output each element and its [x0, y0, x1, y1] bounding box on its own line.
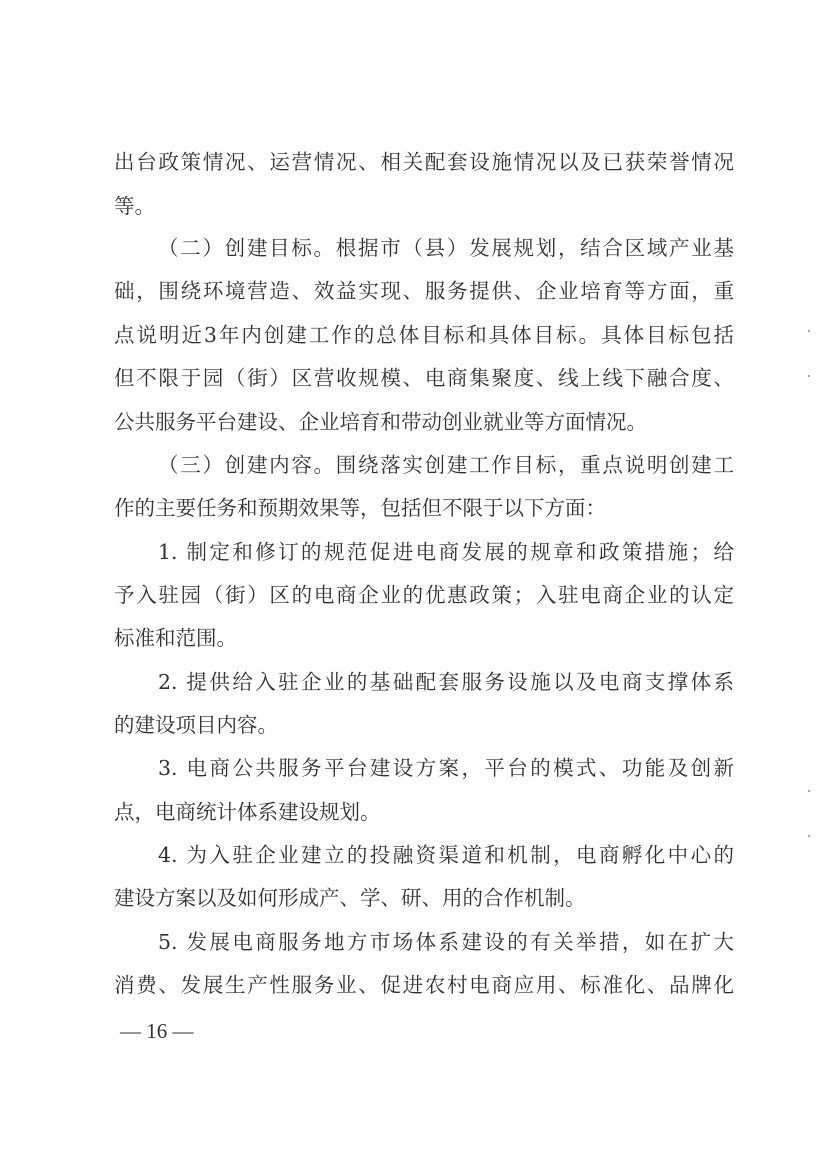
- text-line-17: 4. 为入驻企业建立的投融资渠道和机制，电商孵化中心的: [158, 843, 734, 867]
- text-line-12: 标准和范围。: [114, 626, 237, 650]
- text-line-8: （三）创建内容。围绕落实创建工作目标，重点说明创建工: [158, 453, 734, 477]
- text-line-19: 5. 发展电商服务地方市场体系建设的有关举措，如在扩大: [158, 930, 734, 954]
- text-line-13: 2. 提供给入驻企业的基础配套服务设施以及电商支撑体系: [158, 670, 734, 694]
- text-line-4: 础，围绕环境营造、效益实现、服务提供、企业培育等方面，重: [114, 279, 734, 303]
- page-number: — 16 —: [120, 1019, 194, 1043]
- text-line-11: 予入驻园（街）区的电商企业的优惠政策；入驻电商企业的认定: [114, 583, 734, 607]
- text-line-6: 但不限于园（街）区营收规模、电商集聚度、线上线下融合度、: [114, 366, 734, 390]
- scan-speck: [808, 330, 810, 332]
- text-line-16: 点，电商统计体系建设规划。: [114, 800, 381, 824]
- text-line-7: 公共服务平台建设、企业培育和带动创业就业等方面情况。: [114, 410, 647, 434]
- text-line-18: 建设方案以及如何形成产、学、研、用的合作机制。: [114, 886, 586, 910]
- text-line-15: 3. 电商公共服务平台建设方案，平台的模式、功能及创新: [158, 756, 734, 780]
- scan-speck: [808, 790, 810, 792]
- text-line-2: 等。: [114, 194, 155, 218]
- text-line-10: 1. 制定和修订的规范促进电商发展的规章和政策措施；给: [158, 540, 734, 564]
- text-line-5: 点说明近3年内创建工作的总体目标和具体目标。具体目标包括: [114, 323, 734, 347]
- scan-speck: [808, 375, 810, 377]
- text-line-14: 的建设项目内容。: [114, 713, 278, 737]
- text-line-3: （二）创建目标。根据市（县）发展规划，结合区域产业基: [158, 236, 734, 260]
- text-line-1: 出台政策情况、运营情况、相关配套设施情况以及已获荣誉情况: [114, 150, 734, 174]
- text-line-20: 消费、发展生产性服务业、促进农村电商应用、标准化、品牌化: [114, 973, 734, 997]
- text-line-9: 作的主要任务和预期效果等，包括但不限于以下方面：: [114, 496, 606, 520]
- scan-speck: [808, 835, 810, 837]
